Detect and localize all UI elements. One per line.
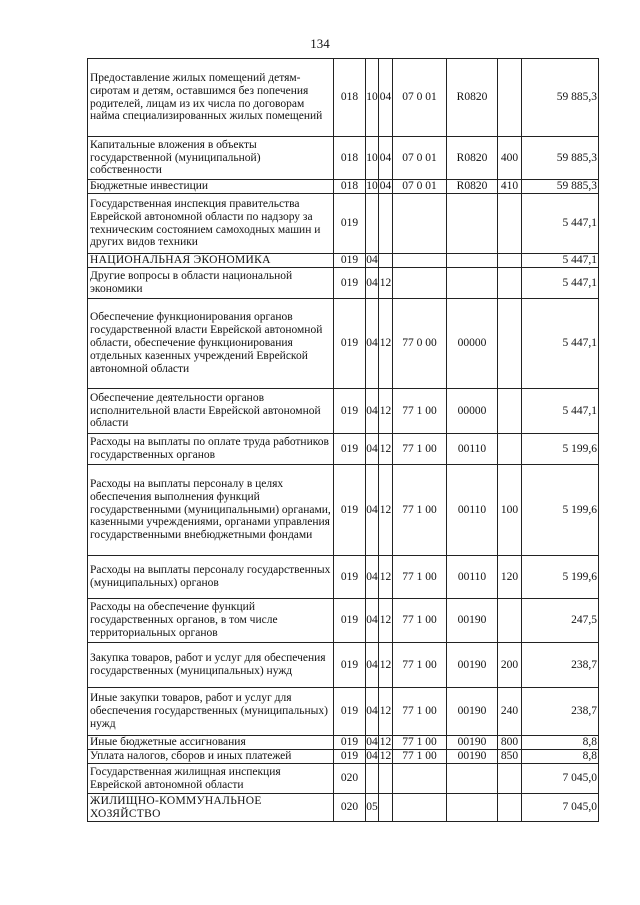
row-vr: 400 xyxy=(498,137,522,180)
row-csr-code: 00110 xyxy=(447,434,498,465)
row-csr-code: 00110 xyxy=(447,556,498,599)
row-gr: 018 xyxy=(334,59,366,137)
row-name: Обеспечение функционирования органов государственной власти Еврейской автономной области, обеспечение функционирования отдельных казенных учреждений Еврейской автономной области xyxy=(88,299,334,389)
row-sum: 247,5 xyxy=(522,599,599,643)
table-row xyxy=(88,137,599,180)
row-csr-code: 00190 xyxy=(447,599,498,643)
row-pr: 12 xyxy=(379,299,393,389)
row-csr-program xyxy=(393,194,447,254)
row-pr xyxy=(379,794,393,822)
table-row xyxy=(88,643,599,688)
row-rz: 04 xyxy=(366,465,379,556)
row-csr-code: R0820 xyxy=(447,59,498,137)
row-rz: 04 xyxy=(366,599,379,643)
row-vr xyxy=(498,254,522,268)
row-gr: 019 xyxy=(334,736,366,750)
row-pr xyxy=(379,764,393,794)
row-rz: 05 xyxy=(366,794,379,822)
row-name: Расходы на выплаты по оплате труда работников государственных органов xyxy=(88,434,334,465)
row-csr-program: 77 1 00 xyxy=(393,736,447,750)
row-pr: 12 xyxy=(379,389,393,434)
row-sum: 7 045,0 xyxy=(522,764,599,794)
row-vr: 850 xyxy=(498,750,522,764)
row-csr-program: 77 1 00 xyxy=(393,643,447,688)
row-gr: 019 xyxy=(334,750,366,764)
row-name: Государственная жилищная инспекция Еврейской автономной области xyxy=(88,764,334,794)
row-rz: 04 xyxy=(366,556,379,599)
budget-table xyxy=(87,58,599,822)
row-csr-code xyxy=(447,268,498,299)
row-csr-code xyxy=(447,794,498,822)
row-csr-program: 77 0 00 xyxy=(393,299,447,389)
row-vr: 120 xyxy=(498,556,522,599)
row-name: Государственная инспекция правительства Еврейской автономной области по надзору за техническим состоянием самоходных машин и других видов техники xyxy=(88,194,334,254)
table-row xyxy=(88,688,599,736)
row-name: Бюджетные инвестиции xyxy=(88,180,334,194)
row-sum: 8,8 xyxy=(522,736,599,750)
row-pr xyxy=(379,194,393,254)
row-pr: 12 xyxy=(379,750,392,763)
row-rz: 10 xyxy=(366,180,378,193)
row-csr-code: 00000 xyxy=(447,299,498,389)
row-csr-program: 77 1 00 xyxy=(393,389,447,434)
row-vr: 240 xyxy=(498,688,522,736)
row-csr-code: 00190 xyxy=(447,643,498,688)
row-pr: 12 xyxy=(379,434,393,465)
row-csr-code: 00110 xyxy=(447,465,498,556)
row-rz: 04 xyxy=(366,299,379,389)
row-csr-program xyxy=(393,764,447,794)
row-sum: 5 199,6 xyxy=(522,465,599,556)
row-gr: 019 xyxy=(334,465,366,556)
row-vr xyxy=(498,299,522,389)
row-rz: 04 xyxy=(366,643,379,688)
row-vr xyxy=(498,268,522,299)
row-pr: 12 xyxy=(379,643,393,688)
row-name: Уплата налогов, сборов и иных платежей xyxy=(88,750,334,764)
table-row xyxy=(88,736,599,750)
table-row xyxy=(88,434,599,465)
row-sum: 7 045,0 xyxy=(522,794,599,822)
row-vr xyxy=(498,59,522,137)
row-pr: 12 xyxy=(379,465,393,556)
row-csr-program: 77 1 00 xyxy=(393,556,447,599)
row-vr xyxy=(498,764,522,794)
row-csr-program: 77 1 00 xyxy=(393,599,447,643)
row-csr-code xyxy=(447,194,498,254)
row-rz: 10 xyxy=(366,59,379,137)
row-gr: 019 xyxy=(334,254,366,268)
row-pr: 12 xyxy=(379,599,393,643)
row-csr-code: 00190 xyxy=(447,736,498,750)
row-rz xyxy=(366,764,379,794)
row-gr: 018 xyxy=(334,180,366,194)
row-rz xyxy=(366,194,379,254)
row-pr: 12 xyxy=(379,556,393,599)
row-csr-program xyxy=(393,254,447,268)
row-csr-program xyxy=(393,794,447,822)
row-name: Другие вопросы в области национальной экономики xyxy=(88,268,334,299)
row-vr xyxy=(498,599,522,643)
row-gr: 019 xyxy=(334,268,366,299)
table-row xyxy=(88,180,599,194)
row-sum: 5 447,1 xyxy=(522,389,599,434)
row-csr-code: 00190 xyxy=(447,688,498,736)
row-name: ЖИЛИЩНО-КОММУНАЛЬНОЕ ХОЗЯЙСТВО xyxy=(88,794,334,822)
row-csr-code: R0820 xyxy=(447,137,498,180)
row-rz: 04 xyxy=(366,389,379,434)
row-rz: 04 xyxy=(366,268,379,299)
row-gr: 020 xyxy=(334,794,366,822)
row-vr: 800 xyxy=(498,736,522,750)
row-gr: 019 xyxy=(334,643,366,688)
row-csr-code: 00190 xyxy=(447,750,498,764)
row-gr: 018 xyxy=(334,137,366,180)
row-csr-code xyxy=(447,254,498,268)
row-gr: 019 xyxy=(334,194,366,254)
table-row xyxy=(88,268,599,299)
row-rz: 04 xyxy=(366,736,378,749)
row-vr: 410 xyxy=(498,180,522,194)
row-name: Обеспечение деятельности органов исполнительной власти Еврейской автономной области xyxy=(88,389,334,434)
row-name: Иные бюджетные ассигнования xyxy=(88,736,334,750)
row-sum: 59 885,3 xyxy=(522,137,599,180)
row-sum: 5 447,1 xyxy=(522,194,599,254)
row-sum: 5 447,1 xyxy=(522,268,599,299)
row-name: Расходы на выплаты персоналу в целях обеспечения выполнения функций государственными (муниципальными) органами, казенными учреждениями, органами управления государственными внебюджетными фондами xyxy=(88,465,334,556)
row-sum: 5 447,1 xyxy=(522,299,599,389)
row-pr: 04 xyxy=(379,180,392,193)
row-sum: 238,7 xyxy=(522,643,599,688)
row-gr: 019 xyxy=(334,599,366,643)
row-csr-program: 07 0 01 xyxy=(393,180,447,194)
row-name: Капитальные вложения в объекты государственной (муниципальной) собственности xyxy=(88,137,334,180)
row-csr-program: 07 0 01 xyxy=(393,137,447,180)
table-row xyxy=(88,556,599,599)
row-sum: 59 885,3 xyxy=(522,180,599,194)
row-csr-code: R0820 xyxy=(447,180,498,194)
row-gr: 019 xyxy=(334,389,366,434)
table-row xyxy=(88,599,599,643)
row-gr: 019 xyxy=(334,556,366,599)
row-csr-code xyxy=(447,764,498,794)
row-pr: 12 xyxy=(379,268,393,299)
table-row xyxy=(88,59,599,137)
row-sum: 59 885,3 xyxy=(522,59,599,137)
row-name: Предоставление жилых помещений детям-сиротам и детям, оставшимся без попечения родителей, лицам из их числа по договорам найма специализированных жилых помещений xyxy=(88,59,334,137)
row-gr: 020 xyxy=(334,764,366,794)
row-sum: 5 199,6 xyxy=(522,434,599,465)
row-pr: 04 xyxy=(379,137,393,180)
row-rz: 04 xyxy=(366,434,379,465)
row-sum: 238,7 xyxy=(522,688,599,736)
row-sum: 5 447,1 xyxy=(522,254,599,268)
row-csr-program: 07 0 01 xyxy=(393,59,447,137)
row-vr: 100 xyxy=(498,465,522,556)
row-vr: 200 xyxy=(498,643,522,688)
row-csr-program xyxy=(393,268,447,299)
row-rz: 04 xyxy=(366,254,378,267)
row-pr: 04 xyxy=(379,59,393,137)
row-sum: 5 199,6 xyxy=(522,556,599,599)
row-vr xyxy=(498,794,522,822)
table-row xyxy=(88,764,599,794)
row-gr: 019 xyxy=(334,299,366,389)
row-csr-program: 77 1 00 xyxy=(393,434,447,465)
row-vr xyxy=(498,194,522,254)
table-row xyxy=(88,465,599,556)
row-rz: 10 xyxy=(366,137,379,180)
row-pr: 12 xyxy=(379,736,392,749)
row-csr-program: 77 1 00 xyxy=(393,750,447,764)
row-csr-program: 77 1 00 xyxy=(393,688,447,736)
table-row xyxy=(88,750,599,764)
row-name: Иные закупки товаров, работ и услуг для обеспечения государственных (муниципальных) нужд xyxy=(88,688,334,736)
row-name: НАЦИОНАЛЬНАЯ ЭКОНОМИКА xyxy=(88,254,334,268)
page-number: 134 xyxy=(310,36,330,51)
row-name: Закупка товаров, работ и услуг для обеспечения государственных (муниципальных) нужд xyxy=(88,643,334,688)
table-row xyxy=(88,794,599,822)
row-gr: 019 xyxy=(334,688,366,736)
row-name: Расходы на обеспечение функций государственных органов, в том числе территориальных органов xyxy=(88,599,334,643)
row-gr: 019 xyxy=(334,434,366,465)
row-rz: 04 xyxy=(366,688,379,736)
row-sum: 8,8 xyxy=(522,750,599,764)
row-csr-code: 00000 xyxy=(447,389,498,434)
row-rz: 04 xyxy=(366,750,378,763)
table-row xyxy=(88,194,599,254)
row-vr xyxy=(498,389,522,434)
row-pr: 12 xyxy=(379,688,393,736)
row-pr xyxy=(379,254,393,268)
table-row xyxy=(88,299,599,389)
row-name: Расходы на выплаты персоналу государственных (муниципальных) органов xyxy=(88,556,334,599)
table-row xyxy=(88,389,599,434)
row-vr xyxy=(498,434,522,465)
row-csr-program: 77 1 00 xyxy=(393,465,447,556)
table-row xyxy=(88,254,599,268)
